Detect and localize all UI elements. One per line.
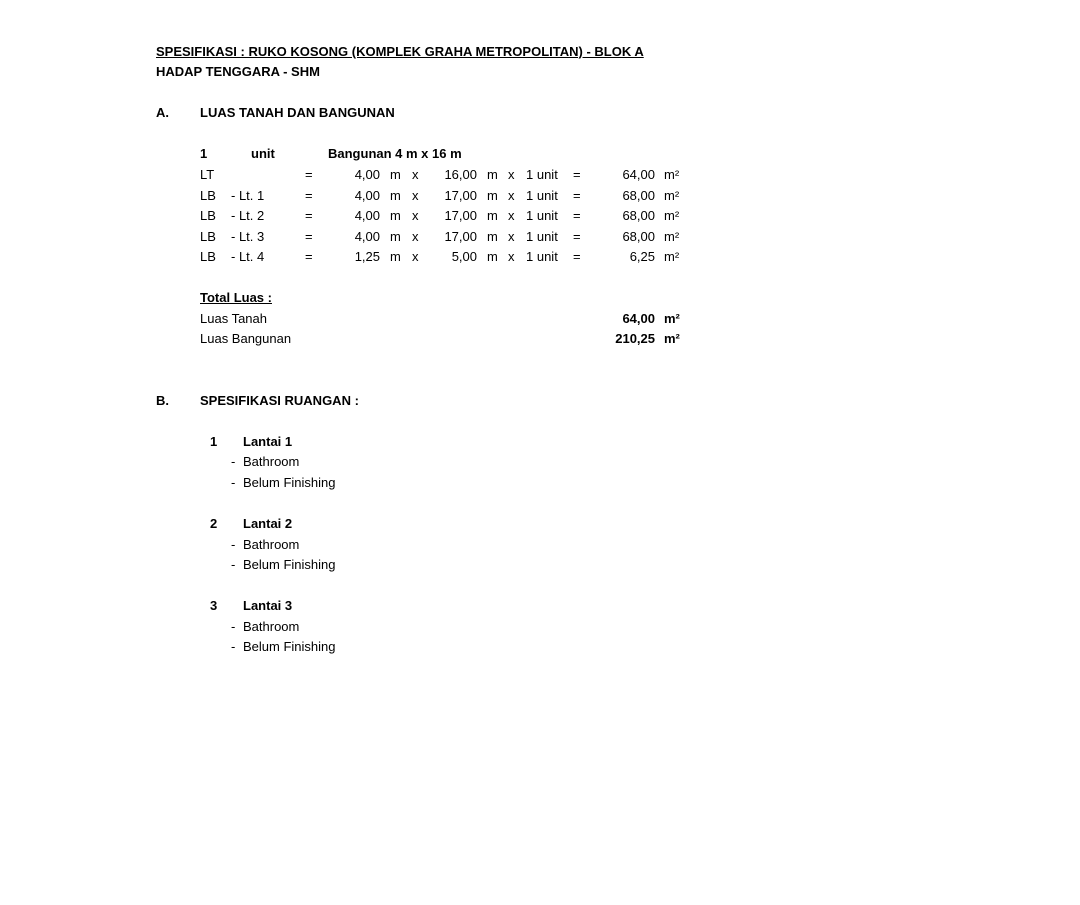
list-bullet: -: [231, 475, 236, 490]
row-sub: - Lt. 2: [231, 208, 265, 223]
row-units: 1 unit: [526, 188, 558, 203]
row-x2: x: [508, 229, 515, 244]
row-sub: - Lt. 1: [231, 188, 265, 203]
row-units: 1 unit: [526, 167, 558, 182]
row-length: 17,00: [444, 208, 477, 223]
row-area-unit: m²: [664, 167, 680, 182]
row-equals2: =: [573, 208, 581, 223]
row-area: 68,00: [622, 208, 655, 223]
row-width: 4,00: [354, 167, 380, 182]
row-units: 1 unit: [526, 249, 558, 264]
document-subtitle: HADAP TENGGARA - SHM: [156, 64, 320, 79]
row-equals: =: [305, 167, 313, 182]
row-width: 4,00: [354, 208, 380, 223]
document-title: SPESIFIKASI : RUKO KOSONG (KOMPLEK GRAHA METROPOLITAN) - BLOK A: [156, 44, 644, 59]
row-label: LB: [200, 229, 216, 244]
row-area: 68,00: [622, 229, 655, 244]
row-area-unit: m²: [664, 229, 680, 244]
row-length: 17,00: [444, 229, 477, 244]
total-luas-tanah-unit: m²: [664, 311, 680, 326]
row-area-unit: m²: [664, 249, 680, 264]
row-x1: x: [412, 229, 419, 244]
row-x1: x: [412, 188, 419, 203]
row-x1: x: [412, 167, 419, 182]
row-area-unit: m²: [664, 208, 680, 223]
section-a-letter: A.: [156, 105, 169, 120]
section-a-title: LUAS TANAH DAN BANGUNAN: [200, 105, 395, 120]
row-equals2: =: [573, 188, 581, 203]
floor-number: 1: [210, 434, 218, 449]
row-m1: m: [390, 249, 401, 264]
row-label: LT: [200, 167, 215, 182]
total-luas-bangunan-label: Luas Bangunan: [200, 331, 292, 346]
list-bullet: -: [231, 454, 236, 469]
row-m2: m: [487, 167, 498, 182]
row-m1: m: [390, 208, 401, 223]
building-label: Bangunan 4 m x 16 m: [328, 146, 462, 161]
row-width: 4,00: [354, 188, 380, 203]
floor-number: 2: [210, 516, 218, 531]
row-m2: m: [487, 229, 498, 244]
row-sub: - Lt. 4: [231, 249, 265, 264]
list-item: Bathroom: [243, 537, 300, 552]
row-label: LB: [200, 249, 216, 264]
row-equals: =: [305, 249, 313, 264]
list-bullet: -: [231, 557, 236, 572]
floor-number: 3: [210, 598, 218, 613]
total-luas-tanah-label: Luas Tanah: [200, 311, 267, 326]
total-luas-title: Total Luas :: [200, 290, 272, 305]
row-x2: x: [508, 249, 515, 264]
row-area: 6,25: [629, 249, 655, 264]
row-sub: - Lt. 3: [231, 229, 265, 244]
floor-title: Lantai 1: [243, 434, 293, 449]
row-label: LB: [200, 208, 216, 223]
list-bullet: -: [231, 639, 236, 654]
row-x1: x: [412, 249, 419, 264]
row-m2: m: [487, 188, 498, 203]
list-item: Bathroom: [243, 454, 300, 469]
row-equals: =: [305, 208, 313, 223]
section-b-title: SPESIFIKASI RUANGAN :: [200, 393, 359, 408]
row-units: 1 unit: [526, 229, 558, 244]
total-luas-bangunan-value: 210,25: [615, 331, 655, 346]
row-area: 64,00: [622, 167, 655, 182]
list-bullet: -: [231, 537, 236, 552]
section-b-letter: B.: [156, 393, 169, 408]
row-equals2: =: [573, 229, 581, 244]
floor-title: Lantai 3: [243, 598, 293, 613]
row-length: 16,00: [444, 167, 477, 182]
row-label: LB: [200, 188, 216, 203]
row-area: 68,00: [622, 188, 655, 203]
row-equals: =: [305, 229, 313, 244]
row-area-unit: m²: [664, 188, 680, 203]
row-m2: m: [487, 249, 498, 264]
row-x2: x: [508, 167, 515, 182]
row-x2: x: [508, 208, 515, 223]
row-m1: m: [390, 167, 401, 182]
row-m1: m: [390, 188, 401, 203]
total-luas-bangunan-unit: m²: [664, 331, 680, 346]
row-width: 4,00: [354, 229, 380, 244]
list-item: Belum Finishing: [243, 475, 336, 490]
list-item: Belum Finishing: [243, 557, 336, 572]
list-bullet: -: [231, 619, 236, 634]
row-m1: m: [390, 229, 401, 244]
row-x2: x: [508, 188, 515, 203]
list-item: Belum Finishing: [243, 639, 336, 654]
row-equals2: =: [573, 167, 581, 182]
row-equals2: =: [573, 249, 581, 264]
list-item: Bathroom: [243, 619, 300, 634]
unit-count: 1: [200, 146, 208, 161]
row-units: 1 unit: [526, 208, 558, 223]
unit-label: unit: [251, 146, 275, 161]
row-m2: m: [487, 208, 498, 223]
row-length: 17,00: [444, 188, 477, 203]
row-x1: x: [412, 208, 419, 223]
floor-title: Lantai 2: [243, 516, 293, 531]
total-luas-tanah-value: 64,00: [622, 311, 655, 326]
row-width: 1,25: [354, 249, 380, 264]
row-equals: =: [305, 188, 313, 203]
row-length: 5,00: [451, 249, 477, 264]
